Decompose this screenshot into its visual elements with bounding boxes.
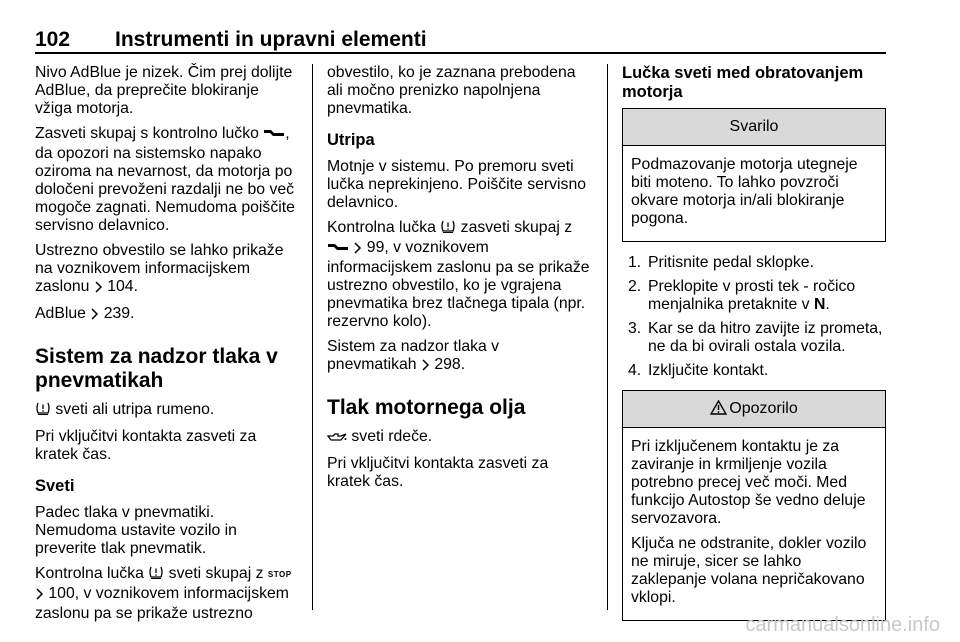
chapter-title: Instrumenti in upravni elementi xyxy=(115,28,427,51)
tire-pressure-icon xyxy=(440,219,456,239)
paragraph: Pri vključitvi kontakta zasveti za kratek čas. xyxy=(35,428,257,463)
paragraph: Padec tlaka v pnevmatiki. Nemudoma ustavite vozilo in preverite tlak pnevmatik. xyxy=(35,504,237,557)
warning-triangle-icon xyxy=(710,393,727,429)
steps-list xyxy=(622,254,886,380)
paragraph: Motnje v sistemu. Po premoru sveti lučka neprekinjeno. Poiščite servisno delavnico. xyxy=(327,158,587,211)
paragraph: Sistem za nadzor tlaka v pnevmatikah 298. xyxy=(327,338,592,376)
paragraph: sveti rdeče. xyxy=(327,428,592,448)
column-1 xyxy=(35,64,297,630)
watermark: carmanualsonline.info xyxy=(745,614,940,636)
stop-icon: STOP xyxy=(267,570,292,579)
paragraph: Ustrezno obvestilo se lahko prikaže na voznikovem informacijskem zaslonu 104. xyxy=(35,242,297,298)
page-header xyxy=(35,28,886,52)
page-ref-icon xyxy=(90,307,99,325)
column-3 xyxy=(622,64,886,633)
sub-heading: Utripa xyxy=(327,131,375,149)
column-divider xyxy=(312,64,313,610)
paragraph: Zasveti skupaj s kontrolno lučko , da opozori na sistemsko napako oziroma na nevarnost, da motorja po določeni prevoženi razdalji ne bo več mogoče zagnati. Nemudoma poiščite servisno delavnico. xyxy=(35,125,295,234)
page-ref-icon xyxy=(421,358,430,376)
page-ref-icon xyxy=(35,587,44,605)
engine-fault-icon xyxy=(263,127,285,145)
paragraph: Pri vključitvi kontakta zasveti za kratek čas. xyxy=(327,455,549,490)
warning-title: Opozorilo xyxy=(623,391,885,428)
notice-box xyxy=(622,108,886,242)
section-heading: Sistem za nadzor tlaka v pnevmatikah xyxy=(35,345,278,392)
notice-text: Podmazovanje motorja utegneje biti moteno. To lahko povzroči okvare motorja in/ali blokiranje pogona. xyxy=(631,156,858,227)
page-ref-icon xyxy=(353,241,362,259)
column-2 xyxy=(327,64,592,498)
column-divider xyxy=(607,64,608,610)
list-item: 4. Izključite kontakt. xyxy=(628,362,769,379)
paragraph: Kontrolna lučka zasveti skupaj z 99, v voznikovem informacijskem zaslonu pa se prikaže ustrezno obvestilo, ko je vgrajena pnevmatika brez tlačnega tipala (npr. rezervno kolo). xyxy=(327,219,590,330)
engine-fault-icon xyxy=(327,241,349,259)
paragraph: Kontrolna lučka sveti skupaj z STOP 100, v voznikovem informacijskem zaslonu pa se prikaže ustrezno xyxy=(35,565,292,622)
tire-pressure-icon xyxy=(35,401,51,421)
paragraph: sveti ali utripa rumeno. xyxy=(35,401,297,421)
sub-heading: Sveti xyxy=(35,477,75,495)
list-item: 2. Preklopite v prosti tek - ročico menjalnika pretaknite v N. xyxy=(628,278,856,313)
warning-text: Pri izključenem kontaktu je za zaviranje in krmiljenje vozila potrebno precej več moči. Med funkcijo Autostop še vedno deluje servozavora. xyxy=(631,438,866,527)
page-ref-icon xyxy=(94,280,103,298)
paragraph: Nivo AdBlue je nizek. Čim prej dolijte AdBlue, da preprečite blokiranje vžiga motorja. xyxy=(35,64,293,117)
list-item: 1. Pritisnite pedal sklopke. xyxy=(628,254,814,271)
tire-pressure-icon xyxy=(148,565,164,585)
page-number: 102 xyxy=(35,28,71,51)
warning-text: Ključa ne odstranite, dokler vozilo ne miruje, sicer se lahko zaklepanje volana nepričakovano vklopi. xyxy=(631,535,867,606)
paragraph: AdBlue 239. xyxy=(35,305,297,325)
paragraph: obvestilo, ko je zaznana prebodena ali močno prenizko napolnjena pnevmatika. xyxy=(327,64,576,117)
oil-can-icon xyxy=(327,430,347,448)
header-rule xyxy=(35,52,886,54)
sub-heading: Lučka sveti med obratovanjem motorja xyxy=(622,64,864,101)
list-item: 3. Kar se da hitro zavijte iz prometa, ne da bi ovirali ostala vozila. xyxy=(628,320,883,355)
warning-box xyxy=(622,390,886,621)
section-heading: Tlak motornega olja xyxy=(327,396,526,419)
notice-title: Svarilo xyxy=(623,109,885,146)
